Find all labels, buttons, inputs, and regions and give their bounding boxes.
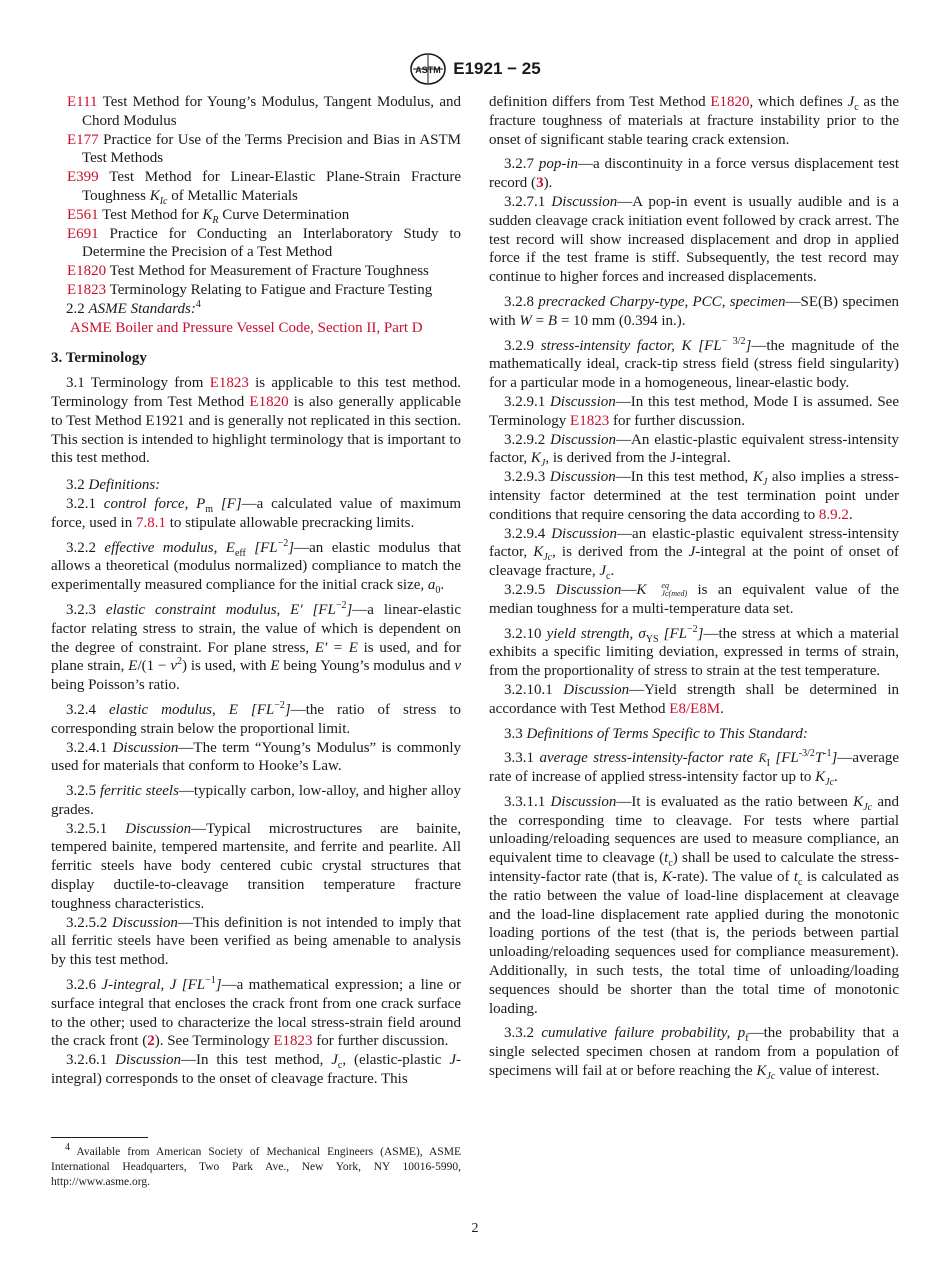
citation-link[interactable]: 3	[536, 175, 544, 192]
reference-e1820: E1820 Test Method for Measurement of Fracture Toughness	[67, 263, 429, 280]
ref-link[interactable]: E8/E8M	[669, 700, 721, 717]
section-3-heading: 3. Terminology	[51, 350, 147, 367]
ref-link[interactable]: E1820	[67, 263, 107, 280]
para-3-2-6-1: 3.2.6.1 Discussion—In this test method, $J_c$, (elastic-plastic J-integral) corresponds to the onset of cleavage fracture. This	[51, 1052, 461, 1088]
para-3-3: 3.3 Definitions of Terms Specific to This Standard:	[504, 725, 808, 742]
ref-link[interactable]: E1823	[209, 375, 249, 392]
astm-logo-icon	[409, 52, 447, 86]
asme-reference[interactable]: ASME Boiler and Pressure Vessel Code, Section II, Part D	[70, 319, 423, 336]
para-3-2-9: 3.2.9 stress-intensity factor, K $[FL^{- 3/2}]—the$ magnitude of the mathematically ideal, crack-tip stress field (stress field singularity) for a particular mode in a homogeneous, linear-elastic body.	[489, 335, 900, 392]
reference-e399: E399 Test Method for Linear-Elastic Plane-Strain Fracture Toughness $K_{Ic}$ of Metallic Materials	[67, 169, 461, 207]
para-3-3-1-1: 3.3.1.1 Discussion—It is evaluated as the ratio between $K_{Jc}$ and the corresponding time to cleavage. For tests where partial unloading/reloading sequences are used to measure compliance, an equivalent time to cleavage $(t_c)$ shall be used to calculate the stress-intensity-factor rate (that is, K-rate). The value of $t_c$ is calculated as the ratio between the value of load-line displacement at cleavage and the load-line displacement rate applied during the monotonic loading portions of the test (that is, the periods between partial unloading/reloading sequences used for compliance measurement). Additionally, in such tests, the total time of unloading/loading sequences should be shorter than the total time of monotonic loading.	[489, 793, 900, 1017]
para-3-2-5-2: 3.2.5.2 Discussion—This definition is not intended to imply that all ferritic steels have been verified as being amenable to analysis by this test method.	[51, 914, 462, 969]
para-3-2-5: 3.2.5 ferritic steels—typically carbon, low-alloy, and higher alloy grades.	[51, 783, 462, 818]
para-3-2-3: 3.2.3 elastic constraint modulus, E' $[FL^{-2}]—a$ linear-elastic factor relating stress to strain, the value of which is dependent on the degree of constraint. For plane stress, E' = E is used, and for plane strain, $E/(1 - v^2)$ is used, with E being Young’s modulus and v being Poisson’s ratio.	[51, 599, 462, 694]
para-continued: definition differs from Test Method E1820, which defines $J_c$ as the fracture toughness of materials at fracture instability prior to the onset of significant stable tearing crack extension.	[489, 94, 899, 148]
para-3-2-10: 3.2.10 yield strength, $\sigma_{YS}$ $[FL^{-2}]—the$ stress at which a material exhibits a specific limiting deviation, expressed in terms of strain, from the proportionality of stress to strain at the test temperature.	[489, 623, 900, 680]
para-3-3-1: 3.3.1 average stress-intensity-factor rate $K̄_I$ $[FL^{-3/2}T^{-1}]—average$ rate of increase of applied stress-intensity factor up to $K_{Jc}$.	[489, 748, 900, 789]
para-3-2-5-1: 3.2.5.1 Discussion—Typical microstructures are bainite, tempered bainite, tempered martensite, and ferrite and pearlite. All ferritic steels have body centered cubic crystal structures that display ductile-to-cleavage transition temperature fracture toughness characteristics.	[51, 820, 462, 912]
ref-link[interactable]: E1820	[710, 94, 750, 110]
ref-link[interactable]: E1823	[273, 1033, 313, 1050]
para-3-2: 3.2 Definitions:	[66, 477, 161, 494]
para-3-2-2: 3.2.2 effective modulus, $E_{eff}$ $[FL^{-2}]—an$ elastic modulus that allows a theoretical (modulus normalized) compliance to match the experimentally measured compliance for the initial crack size, $a_0$.	[51, 537, 462, 597]
section-2-2: 2.2 ASME Standards:$^4$	[66, 298, 201, 317]
para-3-2-9-4: 3.2.9.4 Discussion—an elastic-plastic equivalent stress-intensity factor, $K_{Jc}$, is derived from the J-integral at the point of onset of cleavage fracture, $J_c$.	[489, 525, 900, 583]
reference-e1823: E1823 Terminology Relating to Fatigue and Fracture Testing	[67, 281, 433, 298]
para-3-2-9-5: 3.2.9.5 Discussion—K eq Jc(med) is an equivalent value of the median toughness for a multi-temperature data set.	[489, 581, 899, 617]
footnote-rule	[51, 1137, 148, 1138]
footnote-4: $^4$ Available from American Society of Mechanical Engineers (ASME), ASME International Headquarters, Two Park Ave., New York, NY 10016-5990, http://www.asme.org.	[51, 1142, 461, 1188]
ref-link[interactable]: E399	[67, 169, 99, 186]
reference-e177: E177 Practice for Use of the Terms Precision and Bias in ASTM Test Methods	[67, 131, 461, 167]
para-3-2-4-1: 3.2.4.1 Discussion—The term “Young’s Modulus” is commonly used for materials that conform to Hooke’s Law.	[51, 739, 462, 775]
ref-link[interactable]: E561	[67, 206, 99, 223]
para-3-2-7: 3.2.7 pop-in—a discontinuity in a force versus displacement test record (3).	[489, 156, 900, 192]
reference-e561: E561 Test Method for $K_R$ Curve Determination	[67, 206, 350, 226]
page-header	[0, 52, 950, 91]
para-3-2-6: 3.2.6 J-integral, J $[FL^{-1}]—a$ mathematical expression; a line or surface integral that encloses the crack front from one crack surface to the other; used to characterize the local stress-strain field around the crack front (2). See Terminology E1823 for further discussion.	[51, 975, 462, 1050]
designation: E1921 − 25	[453, 59, 541, 78]
ref-link[interactable]: E691	[67, 225, 99, 242]
page-number: 2	[471, 1221, 479, 1236]
ref-link[interactable]: E1823	[570, 412, 610, 429]
para-3-2-4: 3.2.4 elastic modulus, E $[FL^{-2}]—the$ ratio of stress to corresponding strain below the proportional limit.	[51, 699, 462, 737]
para-3-2-8: 3.2.8 precracked Charpy-type, PCC, specimen—SE(B) specimen with W = B = 10 mm (0.394 in.).	[489, 293, 899, 329]
ref-link[interactable]: E111	[67, 94, 98, 110]
para-3-2-7-1: 3.2.7.1 Discussion—A pop-in event is usually audible and is a sudden cleavage crack initiation event followed by crack arrest. The test record will show increased displacement and drop in applied force if the test frame is stiff. Subsequently, the test record may continue to higher forces and increased displacements.	[489, 193, 899, 286]
logo-text: ASTM	[415, 65, 442, 75]
ref-link[interactable]: 8.9.2	[818, 506, 849, 523]
para-3-1: 3.1 Terminology from E1823 is applicable to this test method. Terminology from Test Method E1820 is also generally applicable to Test Method E1921 and is generally not replicated in this section. This section is intended to highlight terminology that is important to this test method.	[51, 375, 461, 467]
left-column	[51, 93, 461, 1089]
para-3-2-9-1: 3.2.9.1 Discussion—In this test method, Mode I is assumed. See Terminology E1823 for further discussion.	[489, 393, 899, 429]
ref-link[interactable]: E1823	[67, 281, 107, 298]
para-3-3-2: 3.3.2 cumulative failure probability, $p_f—the$ probability that a single selected specimen chosen at random from a population of specimens will fail at or before reaching the $K_{Jc}$ value of interest.	[489, 1025, 900, 1083]
reference-e111: E111 Test Method for Young’s Modulus, Tangent Modulus, and Chord Modulus	[67, 94, 461, 129]
para-3-2-10-1: 3.2.10.1 Discussion—Yield strength shall be determined in accordance with Test Method E8/E8M.	[489, 681, 900, 717]
ref-link[interactable]: E1820	[249, 393, 289, 410]
para-3-2-1: 3.2.1 control force, $P_m$ [F]—a calculated value of maximum force, used in 7.8.1 to stipulate allowable precracking limits.	[51, 495, 462, 531]
ref-link[interactable]: E177	[67, 131, 99, 148]
para-3-2-9-3: 3.2.9.3 Discussion—In this test method, $K_J$ also implies a stress-intensity factor determined at the test termination point under conditions that require censoring the data according to 8.9.2.	[489, 469, 899, 523]
para-3-2-9-2: 3.2.9.2 Discussion—An elastic-plastic equivalent stress-intensity factor, $K_J$, is derived from the J-integral.	[489, 431, 900, 470]
ref-link[interactable]: 7.8.1	[135, 514, 166, 531]
right-column	[489, 93, 899, 1081]
citation-link[interactable]: 2	[147, 1033, 155, 1050]
reference-e691: E691 Practice for Conducting an Interlaboratory Study to Determine the Precision of a Test Method	[67, 225, 461, 261]
